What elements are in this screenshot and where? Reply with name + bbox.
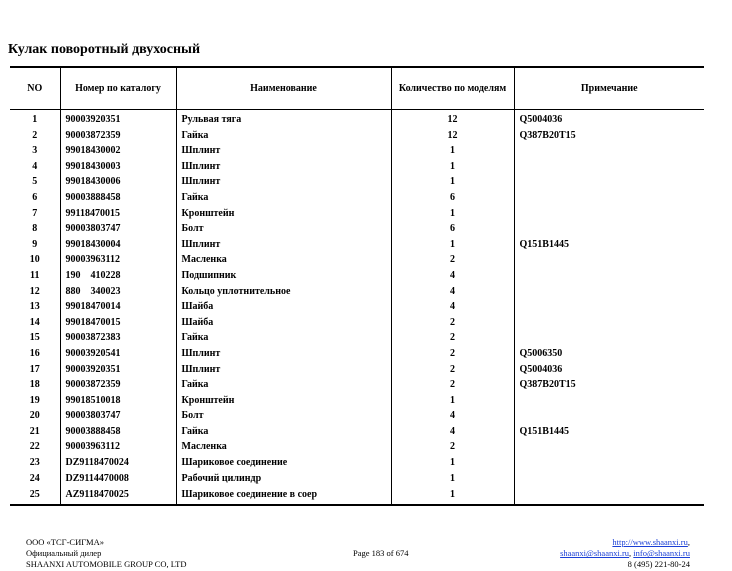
catalog-number: 99018430004	[60, 237, 176, 253]
quantity: 1	[391, 159, 514, 175]
row-number: 18	[29, 379, 40, 391]
note	[514, 486, 704, 504]
quantity: 2	[391, 377, 514, 393]
row-number: 14	[29, 316, 40, 328]
part-name: Шплинт	[176, 159, 391, 175]
table-row	[10, 159, 704, 175]
table-row	[10, 221, 704, 237]
header-quantity: Количество по моделям	[391, 68, 514, 110]
note	[514, 284, 704, 300]
table-row	[10, 174, 704, 190]
note	[514, 174, 704, 190]
catalog-number: 99018470014	[60, 299, 176, 315]
note	[514, 315, 704, 331]
table-row	[10, 393, 704, 409]
group-name: SHAANXI AUTOMOBILE GROUP CO, LTD	[26, 559, 187, 570]
email-link-info[interactable]: info@shaanxi.ru	[633, 548, 690, 559]
header-no: NO	[10, 68, 60, 110]
catalog-number: 90003803747	[60, 221, 176, 237]
email-separator: ,	[629, 548, 634, 559]
table-row	[10, 362, 704, 378]
row-number: 15	[29, 332, 40, 344]
part-name: Гайка	[176, 377, 391, 393]
quantity: 1	[391, 455, 514, 471]
row-number: 25	[29, 489, 40, 501]
note	[514, 143, 704, 159]
note: Q387B20T15	[514, 128, 704, 144]
row-number: 3	[32, 145, 38, 157]
row-number: 24	[29, 472, 40, 484]
row-number: 13	[29, 301, 40, 313]
quantity: 6	[391, 221, 514, 237]
catalog-number: 90003872359	[60, 128, 176, 144]
quantity: 2	[391, 362, 514, 378]
note: Q5004036	[514, 110, 704, 128]
note	[514, 268, 704, 284]
dealer-label: Официальный дилер	[26, 548, 102, 559]
part-name: Подшипник	[176, 268, 391, 284]
table-row	[10, 110, 704, 128]
table-row	[10, 330, 704, 346]
note	[514, 252, 704, 268]
row-number: 22	[29, 441, 40, 453]
note	[514, 439, 704, 455]
part-name: Гайка	[176, 128, 391, 144]
table-row	[10, 439, 704, 455]
note	[514, 408, 704, 424]
catalog-number: AZ9118470025	[60, 486, 176, 504]
phone-number: 8 (495) 221-80-24	[627, 559, 690, 570]
quantity: 1	[391, 143, 514, 159]
row-number: 10	[29, 254, 40, 266]
note	[514, 330, 704, 346]
table-row	[10, 299, 704, 315]
row-number: 19	[29, 394, 40, 406]
part-name: Шариковое соединение в соер	[176, 486, 391, 504]
catalog-number: 90003963112	[60, 439, 176, 455]
catalog-number: 90003920351	[60, 362, 176, 378]
email-link-shaanxi[interactable]: shaanxi@shaanxi.ru	[560, 548, 630, 559]
table-row	[10, 424, 704, 440]
note: Q151B1445	[514, 237, 704, 253]
table-header-row	[10, 68, 704, 110]
part-name: Гайка	[176, 424, 391, 440]
website-comma: ,	[687, 537, 690, 547]
catalog-number: 99018430002	[60, 143, 176, 159]
note	[514, 190, 704, 206]
part-name: Шплинт	[176, 143, 391, 159]
catalog-number: 190 410228	[60, 268, 176, 284]
quantity: 1	[391, 393, 514, 409]
dealer-info	[26, 537, 187, 571]
part-name: Шайба	[176, 315, 391, 331]
catalog-number: 90003872383	[60, 330, 176, 346]
row-number: 11	[30, 269, 40, 281]
quantity: 4	[391, 268, 514, 284]
part-name: Гайка	[176, 190, 391, 206]
part-name: Шплинт	[176, 362, 391, 378]
catalog-number: 90003920351	[60, 110, 176, 128]
row-number: 1	[32, 114, 38, 125]
catalog-number: 90003963112	[60, 252, 176, 268]
quantity: 4	[391, 408, 514, 424]
note	[514, 455, 704, 471]
quantity: 2	[391, 252, 514, 268]
part-name: Масленка	[176, 439, 391, 455]
header-catalog-number: Номер по каталогу	[60, 68, 176, 110]
note	[514, 299, 704, 315]
table-row	[10, 346, 704, 362]
parts-table	[10, 66, 704, 506]
quantity: 12	[391, 110, 514, 128]
catalog-number: 99018430006	[60, 174, 176, 190]
catalog-number: 90003888458	[60, 424, 176, 440]
row-number: 23	[29, 457, 40, 469]
part-name: Шайба	[176, 299, 391, 315]
catalog-number: DZ9118470024	[60, 455, 176, 471]
part-name: Рабочий цилиндр	[176, 471, 391, 487]
quantity: 4	[391, 299, 514, 315]
part-name: Шплинт	[176, 174, 391, 190]
table-row	[10, 143, 704, 159]
note	[514, 159, 704, 175]
table-row	[10, 284, 704, 300]
note: Q5004036	[514, 362, 704, 378]
table-row	[10, 455, 704, 471]
contact-info	[560, 537, 690, 571]
row-number: 8	[32, 223, 38, 235]
header-note: Примечание	[514, 68, 704, 110]
part-name: Шплинт	[176, 346, 391, 362]
part-name: Кольцо уплотнительное	[176, 284, 391, 300]
table-row	[10, 471, 704, 487]
table-row	[10, 252, 704, 268]
part-name: Гайка	[176, 330, 391, 346]
quantity: 2	[391, 439, 514, 455]
catalog-number: DZ9114470008	[60, 471, 176, 487]
header-name: Наименование	[176, 68, 391, 110]
table-row	[10, 128, 704, 144]
quantity: 4	[391, 284, 514, 300]
quantity: 2	[391, 330, 514, 346]
table-row	[10, 377, 704, 393]
catalog-number: 99018430003	[60, 159, 176, 175]
catalog-number: 99018510018	[60, 393, 176, 409]
row-number: 4	[32, 160, 38, 172]
part-name: Болт	[176, 408, 391, 424]
part-name: Масленка	[176, 252, 391, 268]
note: Q5006350	[514, 346, 704, 362]
note	[514, 393, 704, 409]
row-number: 7	[32, 207, 38, 219]
catalog-number: 90003888458	[60, 190, 176, 206]
part-name: Шариковое соединение	[176, 455, 391, 471]
quantity: 2	[391, 346, 514, 362]
quantity: 2	[391, 315, 514, 331]
catalog-number: 99118470015	[60, 206, 176, 222]
part-name: Кронштейн	[176, 393, 391, 409]
quantity: 12	[391, 128, 514, 144]
quantity: 1	[391, 237, 514, 253]
note: Q387B20T15	[514, 377, 704, 393]
note	[514, 206, 704, 222]
row-number: 21	[29, 425, 40, 437]
note	[514, 221, 704, 237]
catalog-number: 90003803747	[60, 408, 176, 424]
catalog-number: 90003872359	[60, 377, 176, 393]
row-number: 17	[29, 363, 40, 375]
quantity: 4	[391, 424, 514, 440]
catalog-number: 90003920541	[60, 346, 176, 362]
table-row	[10, 486, 704, 504]
table-row	[10, 206, 704, 222]
website-link[interactable]: http://www.shaanxi.ru	[612, 537, 688, 547]
row-number: 9	[32, 238, 38, 250]
company-name: ООО «ТСГ-СИГМА»	[26, 537, 104, 547]
quantity: 1	[391, 174, 514, 190]
row-number: 12	[29, 285, 40, 297]
part-name: Кронштейн	[176, 206, 391, 222]
table-body	[10, 110, 704, 505]
catalog-number: 880 340023	[60, 284, 176, 300]
part-name: Болт	[176, 221, 391, 237]
row-number: 6	[32, 191, 38, 203]
quantity: 1	[391, 206, 514, 222]
note	[514, 471, 704, 487]
table-row	[10, 315, 704, 331]
page-number: Page 183 of 674	[353, 548, 409, 558]
note: Q151B1445	[514, 424, 704, 440]
part-name: Шплинт	[176, 237, 391, 253]
page-title: Кулак поворотный двухосный	[8, 42, 201, 57]
quantity: 1	[391, 486, 514, 504]
table-row	[10, 408, 704, 424]
quantity: 1	[391, 471, 514, 487]
row-number: 16	[29, 347, 40, 359]
table-row	[10, 237, 704, 253]
row-number: 20	[29, 410, 40, 422]
row-number: 5	[32, 176, 38, 188]
table-row	[10, 190, 704, 206]
table-row	[10, 268, 704, 284]
catalog-number: 99018470015	[60, 315, 176, 331]
row-number: 2	[32, 129, 38, 141]
quantity: 6	[391, 190, 514, 206]
part-name: Рульвая тяга	[176, 110, 391, 128]
